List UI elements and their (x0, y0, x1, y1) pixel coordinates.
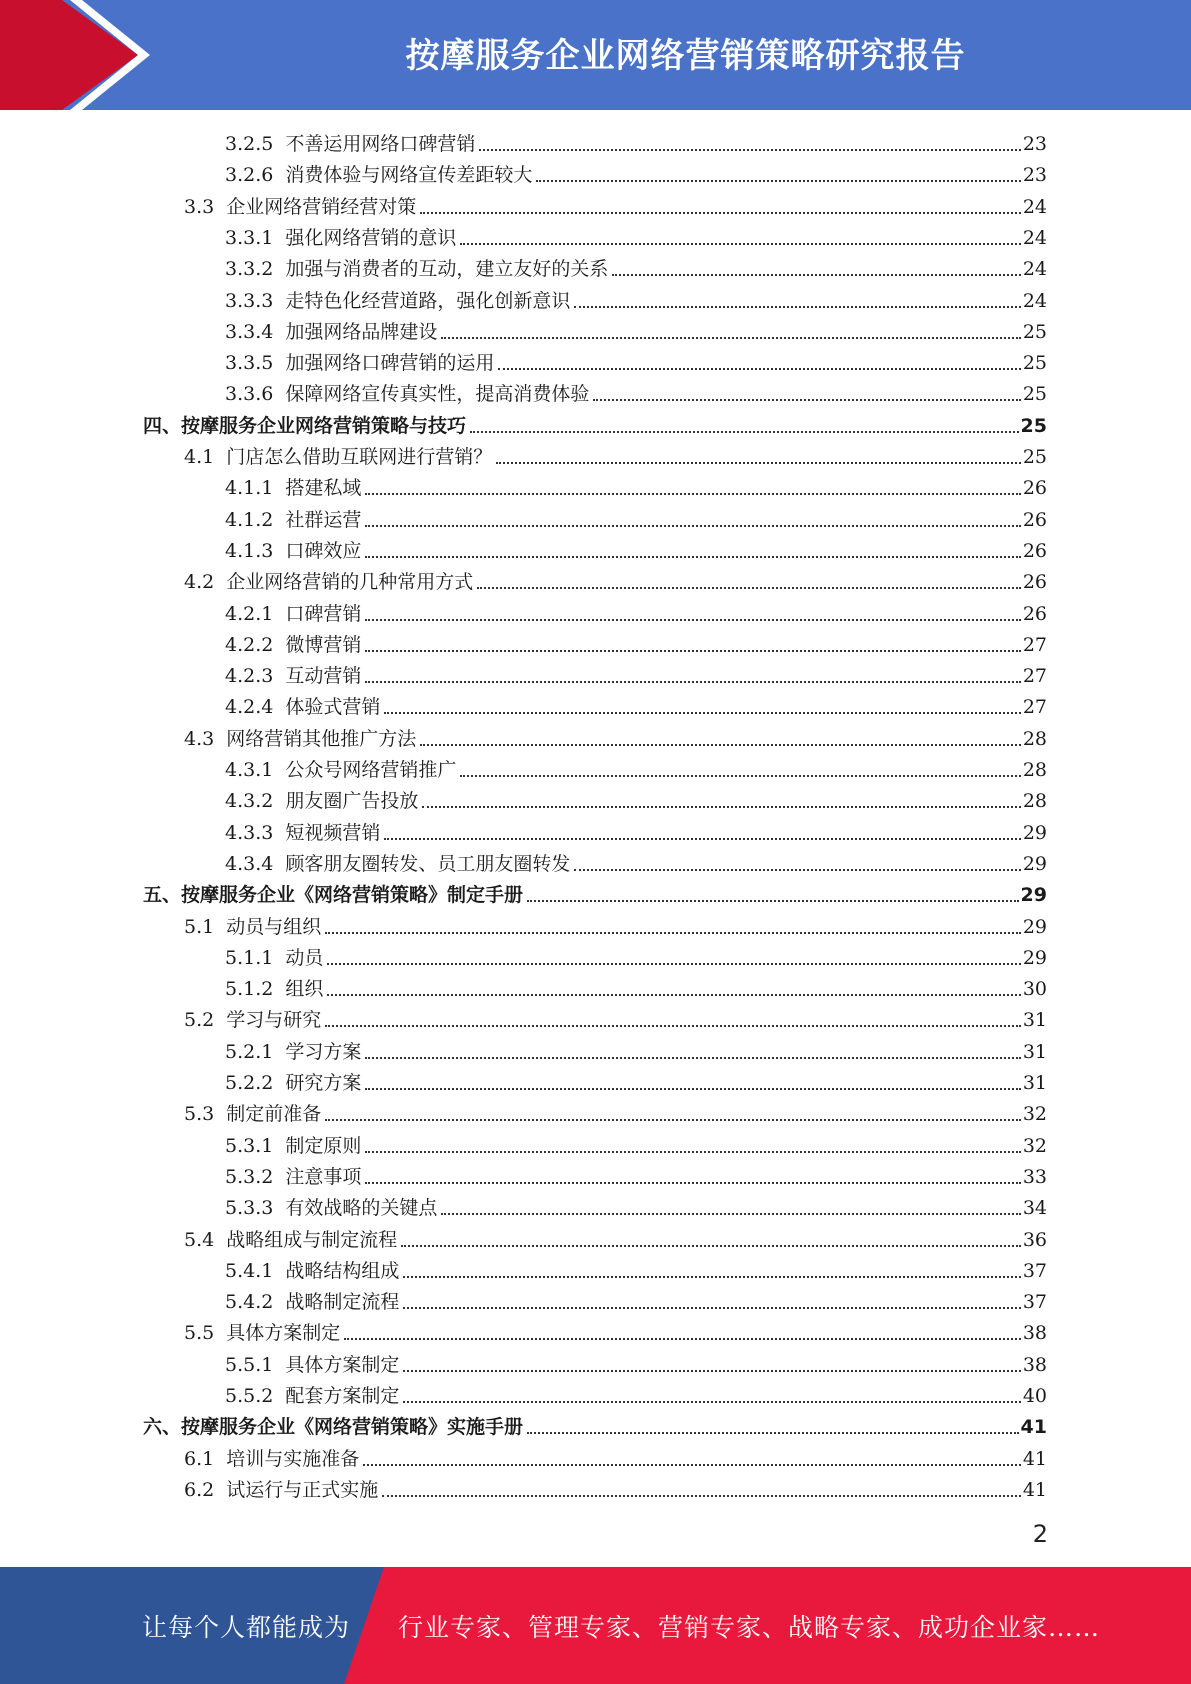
toc-entry[interactable] (184, 566, 1047, 594)
toc-entry-number: 4.3.2 (225, 790, 274, 813)
toc-entry-number: 5.1 (184, 915, 215, 938)
dot-leader (382, 1495, 1021, 1497)
toc-entry[interactable] (143, 879, 1047, 907)
toc-entry-title: 制定前准备 (226, 1103, 322, 1126)
dot-leader (363, 1464, 1021, 1466)
toc-entry-number: 6.2 (184, 1478, 215, 1501)
toc-entry-number: 3.2.6 (225, 164, 274, 187)
dot-leader (325, 1025, 1021, 1027)
toc-entry[interactable] (184, 441, 1047, 469)
toc-entry-number: 5.5.1 (225, 1353, 274, 1376)
toc-entry[interactable] (225, 472, 1047, 500)
toc-entry-page: 26 (1022, 508, 1047, 531)
toc-entry-title: 走特色化经营道路，强化创新意识 (285, 289, 571, 312)
toc-entry-title: 搭建私域 (285, 477, 362, 500)
toc-entry-number: 5.2 (184, 1009, 215, 1032)
toc-entry-title: 口碑效应 (285, 539, 362, 562)
toc-entry-number: 3.3.5 (225, 352, 274, 375)
toc-entry-title: 制定原则 (285, 1134, 362, 1157)
toc-entry-title: 六、按摩服务企业《网络营销策略》实施手册 (143, 1416, 524, 1439)
toc-entry-number: 5.4.2 (225, 1291, 274, 1314)
toc-entry-title: 不善运用网络口碑营销 (285, 133, 476, 155)
toc-entry-number: 4.3.1 (225, 759, 274, 781)
toc-entry-title: 保障网络宣传真实性，提高消费体验 (285, 383, 590, 406)
toc-entry[interactable] (225, 253, 1047, 281)
toc-entry[interactable] (225, 1255, 1047, 1283)
dot-leader (365, 525, 1020, 527)
toc-entry-page: 24 (1022, 258, 1047, 281)
dot-leader (527, 900, 1019, 902)
toc-entry-number: 4.1 (184, 446, 215, 468)
dot-leader (479, 149, 1020, 151)
dot-leader (325, 1119, 1021, 1121)
toc-entry-number: 4.3 (184, 727, 215, 750)
toc-entry[interactable] (225, 285, 1047, 313)
toc-entry[interactable] (225, 1286, 1047, 1314)
toc-entry-page: 25 (1022, 352, 1047, 375)
toc-entry-title: 培训与实施准备 (226, 1447, 360, 1470)
toc-entry[interactable] (184, 1098, 1047, 1126)
toc-entry-page: 29 (1022, 946, 1047, 969)
red-chevron-logo (0, 0, 150, 110)
dot-leader (460, 775, 1020, 777)
toc-entry-number: 4.3.4 (225, 852, 274, 875)
toc-entry-number: 5.3.2 (225, 1165, 274, 1188)
toc-entry-page: 27 (1022, 665, 1047, 688)
toc-entry[interactable] (225, 378, 1047, 406)
toc-entry[interactable] (225, 1192, 1047, 1220)
toc-entry-page: 33 (1022, 1165, 1047, 1188)
toc-entry-page: 31 (1022, 1072, 1047, 1094)
toc-entry-number: 4.1.1 (225, 477, 274, 500)
toc-entry[interactable] (225, 1349, 1047, 1377)
toc-entry-number: 5.3.3 (225, 1197, 274, 1220)
dot-leader (403, 1401, 1020, 1403)
dot-leader (344, 1338, 1021, 1340)
toc-entry-number: 3.3 (184, 195, 215, 218)
toc-entry-number: 4.2.4 (225, 696, 274, 719)
toc-entry-page: 36 (1022, 1228, 1047, 1251)
toc-entry-title: 研究方案 (285, 1072, 362, 1094)
toc-entry-title: 注意事项 (285, 1165, 362, 1188)
toc-entry-number: 5.1.1 (225, 946, 274, 969)
toc-entry-title: 学习与研究 (226, 1009, 322, 1032)
toc-entry-number: 4.3.3 (225, 821, 274, 844)
toc-entry-page: 24 (1022, 289, 1047, 312)
toc-entry-title: 顾客朋友圈转发、员工朋友圈转发 (285, 852, 571, 875)
toc-entry-title: 组织 (285, 978, 324, 1001)
toc-entry-page: 29 (1022, 915, 1047, 938)
toc-entry-page: 26 (1022, 539, 1047, 562)
dot-leader (527, 1432, 1019, 1434)
toc-entry[interactable] (225, 1380, 1047, 1408)
dot-leader (496, 462, 1021, 464)
toc-entry-number: 3.3.2 (225, 258, 274, 281)
footer-slogan-right: 行业专家、管理专家、营销专家、战略专家、成功企业家…… (398, 1612, 1101, 1642)
toc-entry[interactable] (225, 222, 1047, 250)
toc-entry[interactable] (225, 128, 1047, 156)
toc-entry-title: 试运行与正式实施 (226, 1478, 379, 1501)
toc-entry-title: 学习方案 (285, 1040, 362, 1063)
toc-entry-title: 具体方案制定 (285, 1353, 400, 1376)
toc-entry[interactable] (225, 660, 1047, 688)
toc-entry-title: 加强网络口碑营销的运用 (285, 352, 495, 375)
toc-entry[interactable] (184, 1443, 1047, 1471)
dot-leader (498, 368, 1020, 370)
page-number: 2 (1032, 1520, 1048, 1548)
toc-entry-page: 32 (1022, 1103, 1047, 1126)
toc-entry-page: 38 (1022, 1353, 1047, 1376)
toc-entry-title: 动员 (285, 946, 324, 969)
toc-entry-title: 短视频营销 (285, 821, 381, 844)
toc-entry[interactable] (225, 159, 1047, 187)
toc-entry-page: 31 (1022, 1040, 1047, 1063)
toc-entry-page: 28 (1022, 759, 1047, 781)
dot-leader (403, 1307, 1020, 1309)
toc-entry-number: 5.4 (184, 1228, 215, 1251)
dot-leader (365, 1182, 1020, 1184)
toc-entry-title: 企业网络营销的几种常用方式 (226, 571, 474, 594)
dot-leader (441, 337, 1020, 339)
dot-leader (403, 1370, 1020, 1372)
toc-entry-page: 24 (1022, 226, 1047, 249)
toc-entry-title: 配套方案制定 (285, 1385, 400, 1407)
toc-entry[interactable] (184, 723, 1047, 751)
dot-leader (365, 681, 1020, 683)
toc-entry-page: 27 (1022, 696, 1047, 719)
toc-entry-number: 3.2.5 (225, 133, 274, 155)
toc-entry-page: 26 (1022, 602, 1047, 625)
toc-entry-number: 5.3.1 (225, 1134, 274, 1157)
toc-entry-page: 41 (1022, 1478, 1047, 1501)
footer-banner (0, 1567, 1191, 1684)
dot-leader (384, 838, 1020, 840)
dot-leader (327, 994, 1020, 996)
toc-entry-page: 25 (1022, 446, 1047, 468)
toc-entry[interactable] (225, 1067, 1047, 1095)
toc-entry[interactable] (184, 911, 1047, 939)
toc-entry-page: 40 (1022, 1385, 1047, 1407)
toc-entry[interactable] (225, 316, 1047, 344)
toc-entry[interactable] (225, 817, 1047, 845)
toc-entry-page: 29 (1020, 884, 1047, 907)
toc-entry[interactable] (225, 347, 1047, 375)
toc-entry-number: 5.4.1 (225, 1259, 274, 1282)
toc-entry[interactable] (225, 973, 1047, 1001)
toc-entry[interactable] (184, 191, 1047, 219)
page-title: 按摩服务企业网络营销策略研究报告 (405, 35, 966, 76)
toc-entry-title: 朋友圈广告投放 (285, 790, 419, 813)
dot-leader (384, 712, 1020, 714)
toc-entry[interactable] (143, 410, 1047, 438)
dot-leader (365, 493, 1020, 495)
toc-entry-page: 25 (1022, 383, 1047, 406)
toc-entry-page: 41 (1020, 1416, 1047, 1439)
toc-entry-number: 3.3.4 (225, 320, 274, 343)
toc-entry-number: 5.2.1 (225, 1040, 274, 1063)
toc-entry-page: 23 (1022, 133, 1047, 155)
dot-leader (420, 744, 1021, 746)
toc-entry-page: 26 (1022, 571, 1047, 594)
dot-leader (365, 619, 1020, 621)
toc-entry-title: 加强与消费者的互动，建立友好的关系 (285, 258, 609, 281)
toc-entry-number: 4.1.3 (225, 539, 274, 562)
toc-entry-title: 加强网络品牌建设 (285, 320, 438, 343)
toc-entry-number: 5.1.2 (225, 978, 274, 1001)
toc-entry-title: 五、按摩服务企业《网络营销策略》制定手册 (143, 884, 524, 907)
dot-leader (593, 399, 1020, 401)
toc-entry-page: 26 (1022, 477, 1047, 500)
toc-entry-title: 网络营销其他推广方法 (226, 727, 417, 750)
toc-entry-title: 公众号网络营销推广 (285, 759, 457, 781)
toc-entry-title: 体验式营销 (285, 696, 381, 719)
toc-entry-page: 38 (1022, 1322, 1047, 1345)
toc-entry-page: 37 (1022, 1259, 1047, 1282)
dot-leader (365, 650, 1020, 652)
toc-entry[interactable] (184, 1004, 1047, 1032)
toc-entry-title: 具体方案制定 (226, 1322, 341, 1345)
toc-entry-title: 动员与组织 (226, 915, 322, 938)
dot-leader (470, 431, 1019, 433)
toc-entry-title: 门店怎么借助互联网进行营销？ (226, 446, 493, 468)
toc-entry-page: 29 (1022, 852, 1047, 875)
toc-entry[interactable] (225, 942, 1047, 970)
toc-entry-page: 24 (1022, 195, 1047, 218)
toc-entry-number: 5.2.2 (225, 1072, 274, 1094)
dot-leader (574, 306, 1020, 308)
toc-entry[interactable] (225, 691, 1047, 719)
toc-entry-number: 6.1 (184, 1447, 215, 1470)
toc-entry-number: 4.2.3 (225, 665, 274, 688)
dot-leader (420, 212, 1021, 214)
toc-entry-number: 5.5.2 (225, 1385, 274, 1407)
dot-leader (612, 274, 1020, 276)
toc-entry-title: 战略结构组成 (285, 1259, 400, 1282)
toc-entry-page: 32 (1022, 1134, 1047, 1157)
dot-leader (365, 1151, 1020, 1153)
toc-entry-page: 25 (1022, 320, 1047, 343)
toc-entry-number: 4.2.2 (225, 633, 274, 656)
dot-leader (401, 1245, 1021, 1247)
dot-leader (536, 180, 1020, 182)
toc-entry-title: 企业网络营销经营对策 (226, 195, 417, 218)
toc-entry-page: 27 (1022, 633, 1047, 656)
toc-entry-title: 战略制定流程 (285, 1291, 400, 1314)
toc-entry-page: 28 (1022, 790, 1047, 813)
toc-entry-title: 有效战略的关键点 (285, 1197, 438, 1220)
dot-leader (327, 963, 1020, 965)
toc-entry-number: 3.3.6 (225, 383, 274, 406)
toc-entry-number: 4.1.2 (225, 508, 274, 531)
toc-entry-page: 31 (1022, 1009, 1047, 1032)
dot-leader (365, 1057, 1020, 1059)
header-banner (0, 0, 1191, 110)
dot-leader (325, 932, 1021, 934)
toc-entry-page: 28 (1022, 727, 1047, 750)
toc-entry-page: 29 (1022, 821, 1047, 844)
toc-entry-title: 四、按摩服务企业网络营销策略与技巧 (143, 414, 467, 437)
toc-entry-number: 3.3.1 (225, 226, 274, 249)
toc-entry[interactable] (225, 598, 1047, 626)
toc-entry-title: 社群运营 (285, 508, 362, 531)
toc-entry-page: 23 (1022, 164, 1047, 187)
toc-entry-title: 微博营销 (285, 633, 362, 656)
toc-entry[interactable] (225, 629, 1047, 657)
toc-entry[interactable] (225, 785, 1047, 813)
toc-entry[interactable] (225, 1036, 1047, 1064)
dot-leader (403, 1276, 1020, 1278)
dot-leader (460, 243, 1020, 245)
toc-entry-page: 25 (1020, 414, 1047, 437)
footer-slogan-left: 让每个人都能成为 (142, 1612, 351, 1642)
toc-entry-page: 30 (1022, 978, 1047, 1001)
toc-entry-number: 5.5 (184, 1322, 215, 1345)
toc-entry-number: 3.3.3 (225, 289, 274, 312)
toc-entry-title: 强化网络营销的意识 (285, 226, 457, 249)
toc-entry[interactable] (225, 754, 1047, 782)
toc-entry[interactable] (184, 1224, 1047, 1252)
toc-entry-title: 战略组成与制定流程 (226, 1228, 398, 1251)
toc-entry[interactable] (143, 1411, 1047, 1439)
toc-entry[interactable] (184, 1474, 1047, 1502)
toc-entry-page: 37 (1022, 1291, 1047, 1314)
toc-entry-title: 互动营销 (285, 665, 362, 688)
dot-leader (365, 556, 1020, 558)
dot-leader (441, 1213, 1020, 1215)
dot-leader (365, 1088, 1020, 1090)
toc-entry[interactable] (184, 1317, 1047, 1345)
toc-entry-title: 消费体验与网络宣传差距较大 (285, 164, 533, 187)
toc-entry[interactable] (225, 1161, 1047, 1189)
dot-leader (422, 806, 1020, 808)
toc-entry-page: 41 (1022, 1447, 1047, 1470)
toc-entry-page: 34 (1022, 1197, 1047, 1220)
toc-entry-title: 口碑营销 (285, 602, 362, 625)
toc-entry-number: 5.3 (184, 1103, 215, 1126)
toc-entry[interactable] (225, 1130, 1047, 1158)
toc-entry-number: 4.2.1 (225, 602, 274, 625)
toc-entry-number: 4.2 (184, 571, 215, 594)
toc-entry[interactable] (225, 848, 1047, 876)
toc-entry[interactable] (225, 504, 1047, 532)
dot-leader (574, 869, 1020, 871)
toc-entry[interactable] (225, 535, 1047, 563)
dot-leader (477, 587, 1021, 589)
